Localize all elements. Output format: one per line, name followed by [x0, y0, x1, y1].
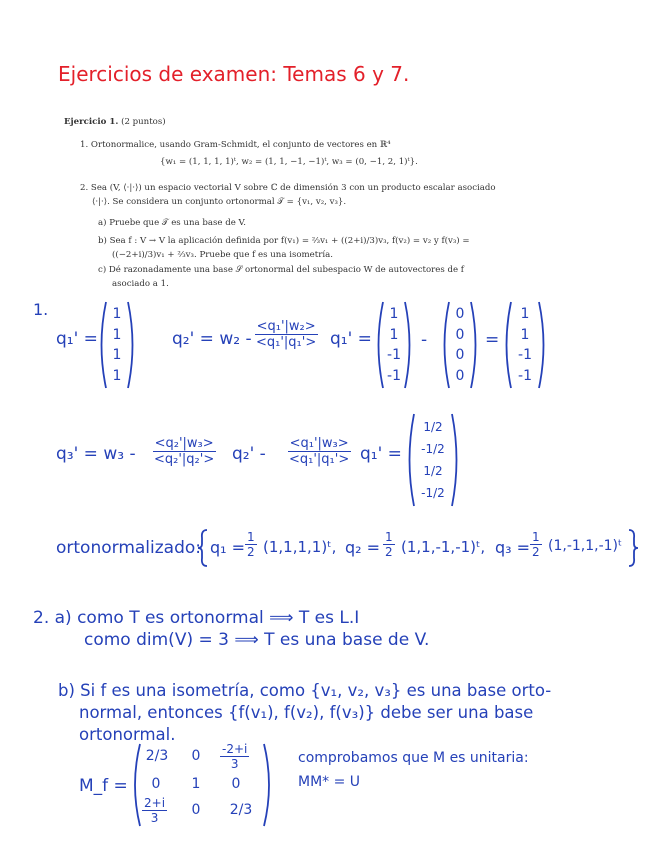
q2-vector [502, 300, 548, 390]
q3-fraction1 [152, 436, 216, 467]
q3-final-coef-num: 1 [532, 530, 540, 544]
q2-fraction-numerator: <q₁'|w₂> [256, 319, 316, 334]
page-title: Ejercicios de examen: Temas 6 y 7. [58, 62, 410, 86]
vector-entry: 1 [112, 347, 122, 363]
solution2-b-line1: b) Si f es una isometría, como {v₁, v₂, v₃} es una base orto- [58, 681, 552, 700]
vector-entry: 1 [389, 306, 399, 322]
mf-r3c1 [142, 796, 167, 825]
mf-r1c2: 0 [191, 748, 201, 764]
vector-entry: 1 [112, 367, 122, 384]
q3-final-lhs: q₃ = [495, 538, 531, 557]
mf-r3c1-den: 3 [150, 811, 159, 825]
vector-entry: -1 [387, 367, 401, 384]
vector-entry: 1 [520, 306, 530, 322]
exercise-part-b-line1: b) Sea f : V → V la aplicación definida por f(v₁) = ⅔v₁ + ((2+i)/3)v₃, f(v₂) = v₂ y f(v₃) = [98, 236, 470, 246]
mf-r3c1-num: 2+i [144, 796, 166, 810]
exercise-number: Ejercicio 1. [64, 117, 119, 127]
vector-entry: -1/2 [421, 442, 445, 456]
q2-final-coef-num: 1 [385, 530, 393, 544]
orthonormal-set-close-brace [626, 528, 640, 568]
q1-final-coef [245, 530, 257, 559]
q3-label: q₃' = w₃ - [56, 444, 136, 464]
mf-r1c3-den: 3 [230, 757, 239, 771]
solution2-a-line2: como dim(V) = 3 ⟹ T es una base de V. [84, 630, 430, 650]
q1-final-coef-num: 1 [247, 530, 255, 544]
vector-entry: -1 [518, 347, 532, 363]
vector-entry: -1/2 [421, 486, 445, 500]
q1-final-lhs: q₁ = [210, 538, 246, 557]
exercise-heading [64, 117, 166, 127]
q2-fraction [254, 319, 318, 350]
q2-final-coef [383, 530, 395, 559]
exercise-part-a: a) Pruebe que 𝒯 es una base de V. [98, 218, 246, 228]
exercise-item2-line1: 2. Sea (V, ⟨·|·⟩) un espacio vectorial V sobre ℂ de dimensión 3 con un producto escalar asociado [80, 183, 496, 193]
q1-final-vec: (1,1,1,1)ᵗ, [263, 538, 337, 556]
exercise-item1: 1. Ortonormalice, usando Gram-Schmidt, el conjunto de vectores en ℝ⁴ [80, 140, 391, 150]
mf-r2c2: 1 [191, 776, 201, 792]
q3-fraction2-numerator: <q₁'|w₃> [289, 436, 349, 451]
solution1-number: 1. [33, 300, 49, 319]
minus-sign: - [421, 330, 428, 350]
vector-entry: 0 [455, 326, 465, 343]
vector-entry: 1 [389, 326, 399, 343]
vector-entry: 1/2 [423, 464, 443, 478]
q3-vector [405, 412, 461, 508]
equals-sign: = [485, 330, 500, 350]
q2-after-fraction: q₁' = [330, 329, 372, 349]
exercise-item2-line2: ⟨·|·⟩. Se considera un conjunto ortonormal 𝒯 = {v₁, v₂, v₃}. [92, 197, 347, 207]
q3-after: q₁' = [360, 444, 402, 464]
solution2-b-line3: ortonormal. [79, 725, 176, 744]
mf-r3c3: 2/3 [229, 802, 253, 818]
mf-matrix [128, 742, 276, 828]
vector-entry: -1 [518, 367, 532, 384]
vector-entry: 1/2 [423, 420, 443, 434]
vector-entry: 0 [455, 367, 465, 384]
q2-final-coef-den: 2 [385, 545, 393, 559]
q2-final-lhs: q₂ = [345, 538, 381, 557]
q3-fraction2 [287, 436, 351, 467]
q2-final-vec: (1,1,-1,-1)ᵗ, [401, 538, 486, 556]
check-line1: comprobamos que M es unitaria: [298, 750, 529, 766]
mf-r1c1: 2/3 [145, 748, 169, 764]
orthonormal-set-open-brace [197, 528, 211, 568]
mf-label: M_f = [79, 776, 128, 796]
mf-r2c1: 0 [151, 776, 161, 792]
exercise-points: (2 puntos) [121, 117, 166, 127]
zero-vector [440, 300, 480, 390]
w2-vector [374, 300, 414, 390]
exercise-part-b-line2: ((−2+i)/3)v₁ + ⅔v₃. Pruebe que f es una isometría. [112, 250, 333, 260]
vector-entry: 1 [112, 326, 122, 343]
q1-label: q₁' = [56, 329, 98, 349]
q3-fraction1-numerator: <q₂'|w₃> [154, 436, 214, 451]
mf-r1c3 [220, 742, 249, 771]
q3-fraction1-denominator: <q₂'|q₂'> [154, 452, 215, 467]
orthonormal-label: ortonormalizado: [56, 538, 202, 558]
q3-final-coef-den: 2 [532, 545, 540, 559]
vector-entry: 0 [455, 347, 465, 363]
mf-r2c3: 0 [231, 776, 241, 792]
vector-entry: -1 [387, 347, 401, 363]
q1-final-coef-den: 2 [247, 545, 255, 559]
mf-r3c2: 0 [191, 802, 201, 818]
exercise-part-c-line2: asociado a 1. [112, 279, 169, 289]
q2-fraction-denominator: <q₁'|q₁'> [256, 335, 317, 350]
q1-vector [97, 300, 137, 390]
mf-r1c3-num: -2+i [222, 742, 248, 756]
check-line2: MM* = U [298, 774, 361, 790]
q3-final-vec: (1,-1,1,-1)ᵗ [548, 538, 623, 554]
vector-entry: 0 [455, 306, 465, 322]
q2-label: q₂' = w₂ - [172, 329, 252, 349]
vector-entry: 1 [112, 306, 122, 322]
vector-entry: 1 [520, 326, 530, 343]
q3-mid: q₂' - [232, 444, 266, 464]
exercise-item1-set: {w₁ = (1, 1, 1, 1)ᵗ, w₂ = (1, 1, −1, −1)ᵗ, w₃ = (0, −1, 2, 1)ᵗ}. [160, 157, 418, 167]
q3-fraction2-denominator: <q₁'|q₁'> [289, 452, 350, 467]
q3-final-coef [530, 530, 542, 559]
solution2-b-line2: normal, entonces {f(v₁), f(v₂), f(v₃)} debe ser una base [79, 703, 534, 722]
exercise-part-c-line1: c) Dé razonadamente una base 𝒮 ortonormal del subespacio W de autovectores de f [98, 265, 464, 275]
solution2-a-line1: 2. a) como T es ortonormal ⟹ T es L.I [33, 608, 360, 628]
